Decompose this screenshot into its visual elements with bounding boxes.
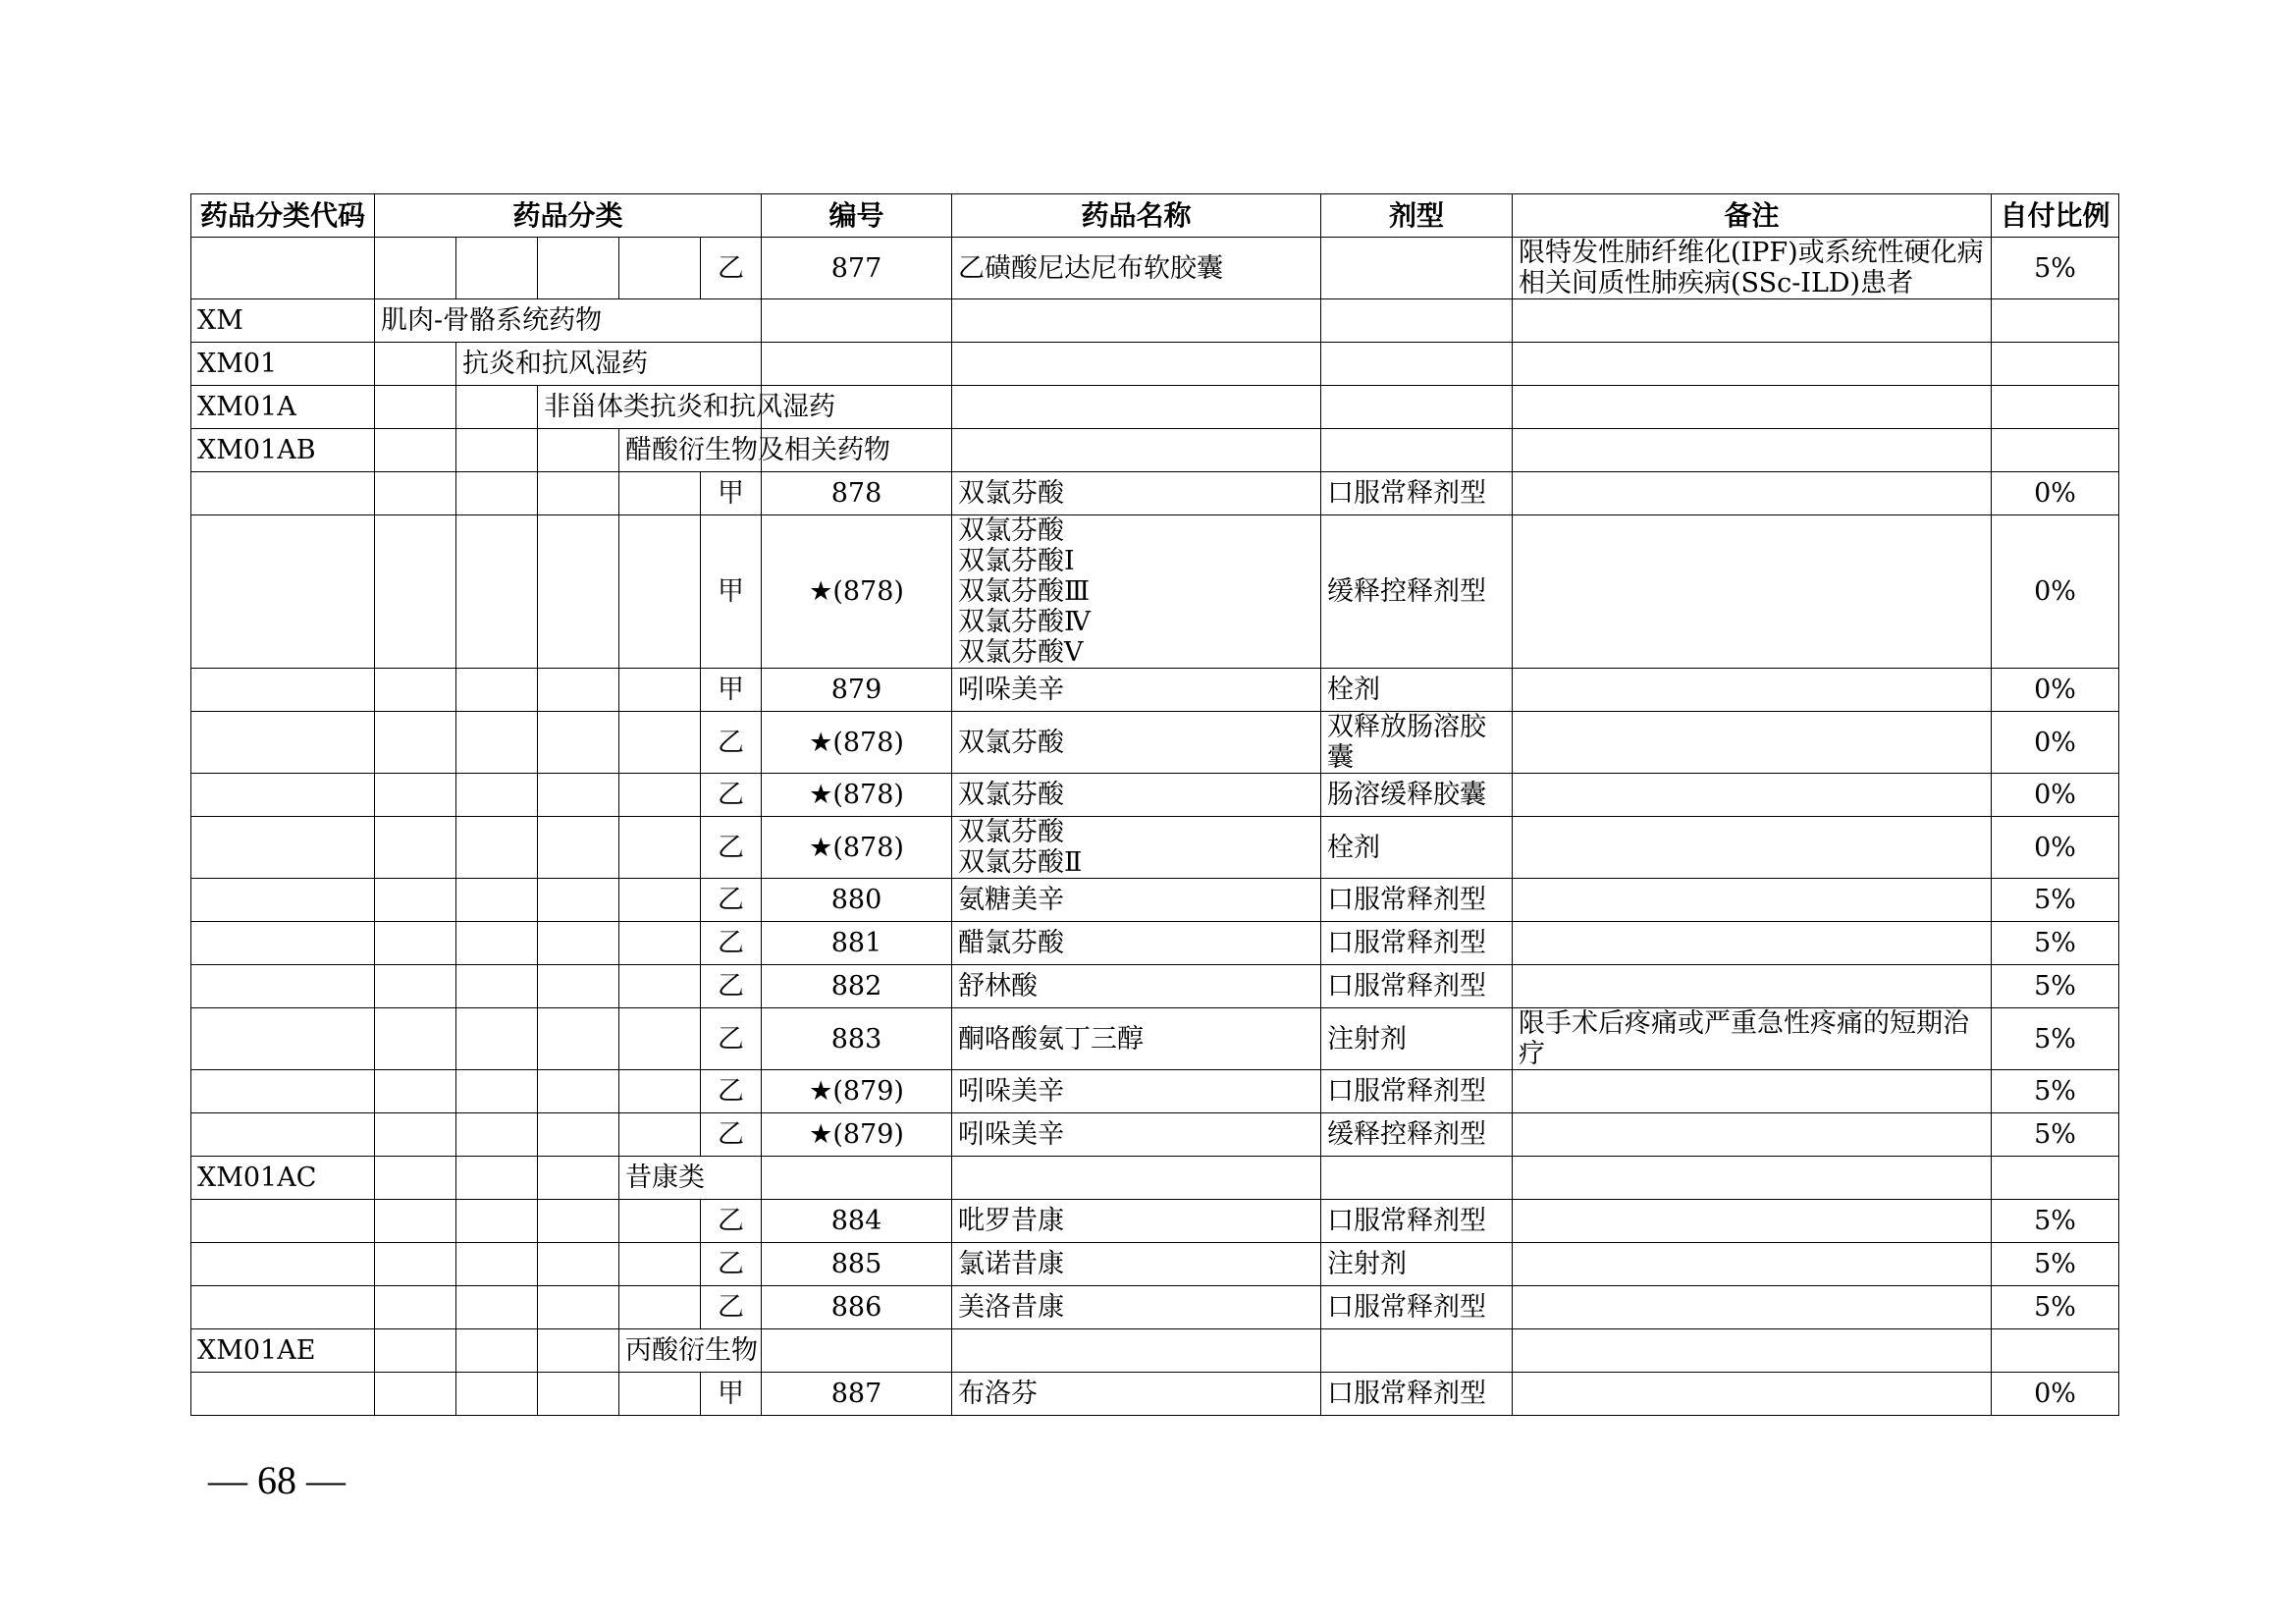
indent-cell — [456, 712, 538, 774]
drug-name-line: 吡罗昔康 — [958, 1206, 1065, 1236]
ratio-cell: 5% — [1992, 1286, 2119, 1329]
name-cell — [952, 817, 1321, 879]
note-cell — [1513, 515, 1992, 669]
note-cell — [1513, 712, 1992, 774]
form-cell: 缓释控释剂型 — [1321, 1113, 1513, 1157]
ratio-cell: 0% — [1992, 817, 2119, 879]
drug-row — [191, 817, 2119, 879]
header-number: 编号 — [762, 194, 952, 238]
drug-name-line: 双氯芬酸Ⅰ — [958, 546, 1075, 576]
category-code-cell: XM01AC — [191, 1157, 375, 1200]
indent-cell — [538, 712, 619, 774]
form-cell — [1321, 343, 1513, 386]
number-cell: 886 — [762, 1286, 952, 1329]
ratio-cell — [1992, 1157, 2119, 1200]
number-cell: 878 — [762, 472, 952, 515]
category-code-cell — [191, 817, 375, 879]
level-cell: 甲 — [701, 472, 762, 515]
name-cell — [952, 669, 1321, 712]
drug-name-line: 双氯芬酸 — [958, 727, 1065, 758]
ratio-cell: 0% — [1992, 774, 2119, 817]
category-label-cell: 非甾体类抗炎和抗风湿药 — [538, 386, 762, 429]
indent-cell — [619, 712, 701, 774]
name-cell — [952, 1243, 1321, 1286]
category-row — [191, 429, 2119, 472]
category-code-cell: XM01AE — [191, 1329, 375, 1373]
indent-cell — [456, 669, 538, 712]
indent-cell — [619, 515, 701, 669]
level-cell: 乙 — [701, 1200, 762, 1243]
name-cell — [952, 1286, 1321, 1329]
indent-cell — [619, 472, 701, 515]
number-cell: 885 — [762, 1243, 952, 1286]
category-code-cell — [191, 515, 375, 669]
category-code-cell: XM01 — [191, 343, 375, 386]
indent-cell — [375, 1008, 456, 1070]
indent-cell — [456, 965, 538, 1008]
category-code-cell — [191, 669, 375, 712]
ratio-cell: 0% — [1992, 472, 2119, 515]
indent-cell — [538, 238, 619, 299]
note-cell — [1513, 922, 1992, 965]
number-cell: ★(879) — [762, 1070, 952, 1113]
note-cell — [1513, 965, 1992, 1008]
category-label-cell: 丙酸衍生物 — [619, 1329, 762, 1373]
name-cell — [952, 343, 1321, 386]
name-cell — [952, 515, 1321, 669]
indent-cell — [375, 1286, 456, 1329]
indent-cell — [456, 922, 538, 965]
number-cell: 880 — [762, 879, 952, 922]
ratio-cell: 5% — [1992, 1200, 2119, 1243]
form-cell: 口服常释剂型 — [1321, 922, 1513, 965]
indent-cell — [375, 429, 456, 472]
indent-cell — [375, 472, 456, 515]
level-cell: 乙 — [701, 817, 762, 879]
drug-row — [191, 1070, 2119, 1113]
indent-cell — [456, 1329, 538, 1373]
indent-cell — [538, 1243, 619, 1286]
indent-cell — [375, 712, 456, 774]
drug-name-line: 双氯芬酸Ⅱ — [958, 847, 1083, 878]
header-name: 药品名称 — [952, 194, 1321, 238]
indent-cell — [456, 1200, 538, 1243]
drug-row — [191, 1373, 2119, 1416]
name-cell — [952, 1373, 1321, 1416]
indent-cell — [538, 1286, 619, 1329]
level-cell: 乙 — [701, 712, 762, 774]
indent-cell — [538, 429, 619, 472]
note-line: 限手术后疼痛或严重急性疼痛的短期治疗 — [1519, 1008, 1970, 1069]
note-cell — [1513, 1008, 1992, 1070]
drug-name-line: 双氯芬酸 — [958, 478, 1065, 509]
indent-cell — [456, 817, 538, 879]
drug-row — [191, 712, 2119, 774]
ratio-cell: 5% — [1992, 965, 2119, 1008]
level-cell: 乙 — [701, 1243, 762, 1286]
note-line: 相关间质性肺疾病(SSc-ILD)患者 — [1519, 268, 1914, 298]
note-cell — [1513, 1070, 1992, 1113]
note-cell — [1513, 669, 1992, 712]
indent-cell — [375, 238, 456, 299]
number-cell: 884 — [762, 1200, 952, 1243]
note-cell — [1513, 1373, 1992, 1416]
drug-name-line: 氯诺昔康 — [958, 1249, 1065, 1279]
table-body — [191, 238, 2119, 1416]
ratio-cell: 0% — [1992, 515, 2119, 669]
form-cell — [1321, 1329, 1513, 1373]
drug-name-line: 双氯芬酸Ⅲ — [958, 576, 1091, 607]
note-cell — [1513, 299, 1992, 343]
form-cell: 双释放肠溶胶囊 — [1321, 712, 1513, 774]
category-code-cell: XM01AB — [191, 429, 375, 472]
indent-cell — [538, 922, 619, 965]
indent-cell — [375, 774, 456, 817]
form-cell: 口服常释剂型 — [1321, 1373, 1513, 1416]
drug-name-line: 酮咯酸氨丁三醇 — [958, 1023, 1145, 1055]
indent-cell — [375, 817, 456, 879]
category-code-cell — [191, 879, 375, 922]
name-cell — [952, 712, 1321, 774]
drug-name-line: 舒林酸 — [958, 971, 1039, 1001]
note-cell — [1513, 879, 1992, 922]
name-cell — [952, 922, 1321, 965]
indent-cell — [619, 238, 701, 299]
indent-cell — [375, 1113, 456, 1157]
category-code-cell — [191, 1008, 375, 1070]
name-cell — [952, 1329, 1321, 1373]
category-label-cell: 昔康类 — [619, 1157, 762, 1200]
ratio-cell: 0% — [1992, 1373, 2119, 1416]
drug-row — [191, 1008, 2119, 1070]
level-cell: 乙 — [701, 1286, 762, 1329]
number-cell — [762, 1329, 952, 1373]
indent-cell — [456, 1157, 538, 1200]
number-cell: ★(878) — [762, 712, 952, 774]
note-cell — [1513, 817, 1992, 879]
drug-name-line: 双氯芬酸Ⅴ — [958, 637, 1084, 668]
number-cell: 881 — [762, 922, 952, 965]
header-note: 备注 — [1513, 194, 1992, 238]
form-cell: 口服常释剂型 — [1321, 1070, 1513, 1113]
level-cell: 甲 — [701, 669, 762, 712]
drug-row — [191, 1113, 2119, 1157]
indent-cell — [375, 1200, 456, 1243]
name-cell — [952, 1200, 1321, 1243]
level-cell: 乙 — [701, 922, 762, 965]
indent-cell — [619, 774, 701, 817]
note-cell — [1513, 238, 1992, 299]
note-cell — [1513, 429, 1992, 472]
name-cell — [952, 774, 1321, 817]
indent-cell — [619, 1373, 701, 1416]
category-code-cell — [191, 238, 375, 299]
indent-cell — [619, 1243, 701, 1286]
name-cell — [952, 299, 1321, 343]
category-code-cell — [191, 1200, 375, 1243]
name-cell — [952, 1070, 1321, 1113]
indent-cell — [375, 879, 456, 922]
level-cell: 甲 — [701, 515, 762, 669]
indent-cell — [456, 386, 538, 429]
number-cell: 883 — [762, 1008, 952, 1070]
number-cell: 887 — [762, 1373, 952, 1416]
indent-cell — [375, 1070, 456, 1113]
form-cell — [1321, 238, 1513, 299]
ratio-cell: 5% — [1992, 1070, 2119, 1113]
indent-cell — [538, 965, 619, 1008]
indent-cell — [456, 879, 538, 922]
indent-cell — [619, 817, 701, 879]
indent-cell — [375, 1157, 456, 1200]
category-label-cell: 醋酸衍生物及相关药物 — [619, 429, 762, 472]
indent-cell — [538, 1373, 619, 1416]
note-cell — [1513, 1157, 1992, 1200]
level-cell: 乙 — [701, 774, 762, 817]
form-cell: 口服常释剂型 — [1321, 965, 1513, 1008]
indent-cell — [619, 669, 701, 712]
indent-cell — [456, 774, 538, 817]
level-cell: 乙 — [701, 1113, 762, 1157]
indent-cell — [538, 879, 619, 922]
form-cell: 口服常释剂型 — [1321, 879, 1513, 922]
indent-cell — [375, 1243, 456, 1286]
indent-cell — [456, 1070, 538, 1113]
indent-cell — [375, 1329, 456, 1373]
indent-cell — [375, 669, 456, 712]
note-cell — [1513, 1329, 1992, 1373]
drug-name-line: 双氯芬酸 — [958, 515, 1065, 546]
category-code-cell — [191, 965, 375, 1008]
form-cell: 口服常释剂型 — [1321, 1200, 1513, 1243]
indent-cell — [619, 1113, 701, 1157]
category-code-cell — [191, 712, 375, 774]
category-code-cell — [191, 1243, 375, 1286]
form-cell — [1321, 1157, 1513, 1200]
note-cell — [1513, 1113, 1992, 1157]
ratio-cell: 5% — [1992, 1113, 2119, 1157]
form-cell: 口服常释剂型 — [1321, 472, 1513, 515]
form-cell — [1321, 299, 1513, 343]
note-cell — [1513, 343, 1992, 386]
header-form: 剂型 — [1321, 194, 1513, 238]
indent-cell — [375, 386, 456, 429]
indent-cell — [538, 1157, 619, 1200]
ratio-cell — [1992, 1329, 2119, 1373]
indent-cell — [375, 343, 456, 386]
ratio-cell: 5% — [1992, 1008, 2119, 1070]
ratio-cell — [1992, 429, 2119, 472]
indent-cell — [538, 1329, 619, 1373]
drug-row — [191, 1286, 2119, 1329]
level-cell: 乙 — [701, 965, 762, 1008]
name-cell — [952, 1008, 1321, 1070]
number-cell: 877 — [762, 238, 952, 299]
drug-name-line: 美洛昔康 — [958, 1292, 1065, 1323]
indent-cell — [538, 1113, 619, 1157]
indent-cell — [619, 965, 701, 1008]
drug-name-line: 双氯芬酸 — [958, 817, 1065, 847]
indent-cell — [456, 1113, 538, 1157]
category-code-cell — [191, 1070, 375, 1113]
header-category: 药品分类 — [375, 194, 762, 238]
drug-row — [191, 669, 2119, 712]
ratio-cell: 5% — [1992, 922, 2119, 965]
ratio-cell: 5% — [1992, 879, 2119, 922]
category-row — [191, 299, 2119, 343]
name-cell — [952, 472, 1321, 515]
drug-row — [191, 1200, 2119, 1243]
page-number: — 68 — — [208, 1458, 346, 1502]
level-cell: 乙 — [701, 1070, 762, 1113]
indent-cell — [538, 1070, 619, 1113]
note-line: 限特发性肺纤维化(IPF)或系统性硬化病 — [1519, 238, 1984, 268]
level-cell: 乙 — [701, 879, 762, 922]
ratio-cell: 5% — [1992, 1243, 2119, 1286]
name-cell — [952, 386, 1321, 429]
form-cell: 栓剂 — [1321, 817, 1513, 879]
indent-cell — [456, 429, 538, 472]
indent-cell — [456, 1008, 538, 1070]
indent-cell — [538, 1008, 619, 1070]
indent-cell — [456, 1286, 538, 1329]
drug-name-line: 吲哚美辛 — [958, 675, 1065, 705]
category-row — [191, 343, 2119, 386]
indent-cell — [538, 472, 619, 515]
note-cell — [1513, 1200, 1992, 1243]
category-code-cell — [191, 1113, 375, 1157]
number-cell: 882 — [762, 965, 952, 1008]
header-code: 药品分类代码 — [191, 194, 375, 238]
indent-cell — [619, 922, 701, 965]
indent-cell — [619, 1286, 701, 1329]
indent-cell — [456, 238, 538, 299]
category-label-cell: 抗炎和抗风湿药 — [456, 343, 762, 386]
drug-name-line: 醋氯芬酸 — [958, 928, 1065, 958]
category-code-cell — [191, 1373, 375, 1416]
number-cell: ★(878) — [762, 817, 952, 879]
form-cell — [1321, 429, 1513, 472]
ratio-cell — [1992, 299, 2119, 343]
drug-name-line: 吲哚美辛 — [958, 1076, 1065, 1107]
drug-row — [191, 238, 2119, 299]
ratio-cell — [1992, 386, 2119, 429]
ratio-cell: 5% — [1992, 238, 2119, 299]
drug-name-line: 布洛芬 — [958, 1379, 1039, 1409]
drug-name-line: 吲哚美辛 — [958, 1119, 1065, 1150]
form-cell: 肠溶缓释胶囊 — [1321, 774, 1513, 817]
drug-row — [191, 1243, 2119, 1286]
level-cell: 甲 — [701, 1373, 762, 1416]
form-cell: 注射剂 — [1321, 1243, 1513, 1286]
level-cell: 乙 — [701, 1008, 762, 1070]
number-cell — [762, 1157, 952, 1200]
indent-cell — [538, 817, 619, 879]
drug-row — [191, 965, 2119, 1008]
drug-name-line: 乙磺酸尼达尼布软胶囊 — [958, 252, 1224, 284]
ratio-cell — [1992, 343, 2119, 386]
drug-row — [191, 515, 2119, 669]
category-code-cell — [191, 472, 375, 515]
form-cell: 栓剂 — [1321, 669, 1513, 712]
indent-cell — [456, 1373, 538, 1416]
drug-catalog-table — [190, 193, 2119, 1416]
indent-cell — [456, 515, 538, 669]
indent-cell — [538, 774, 619, 817]
note-cell — [1513, 1243, 1992, 1286]
number-cell: ★(879) — [762, 1113, 952, 1157]
header-ratio: 自付比例 — [1992, 194, 2119, 238]
form-cell: 注射剂 — [1321, 1008, 1513, 1070]
indent-cell — [538, 515, 619, 669]
level-cell: 乙 — [701, 238, 762, 299]
drug-name-line: 氨糖美辛 — [958, 885, 1065, 915]
ratio-cell: 0% — [1992, 712, 2119, 774]
form-cell — [1321, 386, 1513, 429]
drug-row — [191, 472, 2119, 515]
name-cell — [952, 1157, 1321, 1200]
form-cell: 缓释控释剂型 — [1321, 515, 1513, 669]
drug-row — [191, 922, 2119, 965]
category-code-cell — [191, 922, 375, 965]
ratio-cell: 0% — [1992, 669, 2119, 712]
name-cell — [952, 879, 1321, 922]
category-code-cell — [191, 1286, 375, 1329]
indent-cell — [538, 669, 619, 712]
indent-cell — [375, 965, 456, 1008]
number-cell — [762, 343, 952, 386]
note-cell — [1513, 386, 1992, 429]
indent-cell — [375, 1373, 456, 1416]
note-cell — [1513, 472, 1992, 515]
table-header-row — [191, 194, 2119, 238]
indent-cell — [619, 1200, 701, 1243]
indent-cell — [375, 515, 456, 669]
category-code-cell: XM01A — [191, 386, 375, 429]
form-cell: 口服常释剂型 — [1321, 1286, 1513, 1329]
indent-cell — [538, 1200, 619, 1243]
drug-name-line: 双氯芬酸 — [958, 780, 1065, 810]
number-cell — [762, 299, 952, 343]
number-cell: 879 — [762, 669, 952, 712]
name-cell — [952, 1113, 1321, 1157]
category-row — [191, 1157, 2119, 1200]
name-cell — [952, 429, 1321, 472]
indent-cell — [619, 879, 701, 922]
category-code-cell: XM — [191, 299, 375, 343]
category-row — [191, 1329, 2119, 1373]
category-code-cell — [191, 774, 375, 817]
drug-name-line: 双氯芬酸Ⅳ — [958, 607, 1091, 637]
indent-cell — [619, 1008, 701, 1070]
indent-cell — [375, 922, 456, 965]
indent-cell — [619, 1070, 701, 1113]
name-cell — [952, 965, 1321, 1008]
indent-cell — [456, 472, 538, 515]
drug-row — [191, 879, 2119, 922]
number-cell: ★(878) — [762, 774, 952, 817]
drug-row — [191, 774, 2119, 817]
number-cell: ★(878) — [762, 515, 952, 669]
indent-cell — [456, 1243, 538, 1286]
category-row — [191, 386, 2119, 429]
note-cell — [1513, 1286, 1992, 1329]
name-cell — [952, 238, 1321, 299]
category-label-cell: 肌肉-骨骼系统药物 — [375, 299, 762, 343]
note-cell — [1513, 774, 1992, 817]
